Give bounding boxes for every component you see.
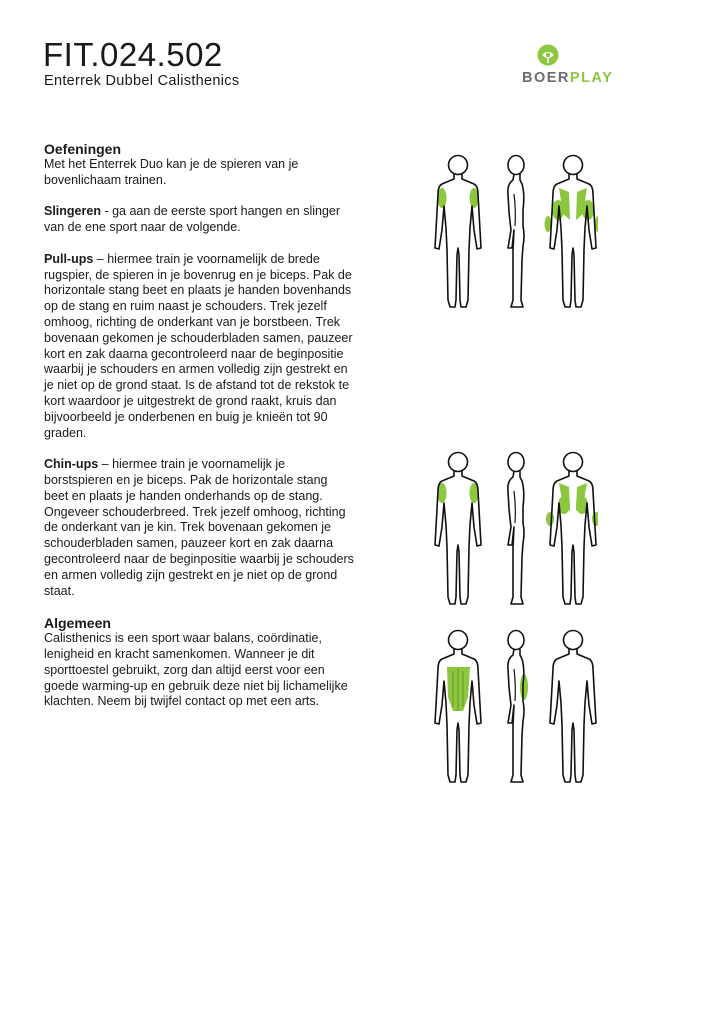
brand-part-play: PLAY xyxy=(569,70,614,86)
product-code: FIT.024.502 xyxy=(43,36,223,73)
algemeen-paragraph: Calisthenics is een sport waar balans, coördinatie, lenigheid en kracht samenkomen. Wanneer je dit sporttoestel gebruikt, zorg dan altijd eerst voor een goede warming-up en gebruik deze niet bij lichamelijke klachten. Neem bij twijfel contact op met een arts. xyxy=(44,631,348,709)
pullups-title: Pull-ups xyxy=(44,251,94,266)
side-body-figure xyxy=(508,631,528,783)
slingeren-text: - ga aan de eerste sport hangen en slinger van de ene sport naar de volgende. xyxy=(44,204,341,235)
slingeren-paragraph xyxy=(44,204,354,236)
chinups-text: – hiermee train je voornamelijk je borstspieren en je biceps. Pak de horizontale stang beet en plaats je handen onderhands op de stang. Ongeveer schouderbreed. Trek jezelf omhoog, richting de onderkant van je kin. Trek bovenaan gekomen je schouderbladen samen, pauzeer kort en zak daarna gecontroleerd naar de beginpositie waarbij je schouders en armen volledig zijn gestrekt en je niet op de grond staat. xyxy=(44,457,354,598)
side-body-figure xyxy=(508,156,524,308)
front-body-figure xyxy=(435,453,481,605)
boerplay-logo xyxy=(520,44,630,90)
brand-wordmark xyxy=(522,70,613,86)
exercise-text xyxy=(44,141,354,726)
pullups-text: – hiermee train je voornamelijk de brede rugspier, de spieren in je bovenrug en je biceps. Pak de horizontale stang beet en plaats je handen bovenhands op de stang en ruim naast je schouders. Trek jezelf omhoog, richting de onderkant van je borstbeen. Trek bovenaan gekomen je schouderbladen samen, pauzeer kort en zak daarna gecontroleerd naar de beginpositie waarbij je schouders en armen volledig zijn gestrekt en je niet op de grond staat. Is de afstand tot de rekstok te kort waardoor je uitgestrekt de grond raakt, kruis dan bijvoorbeeld je onderbenen en buig je knieën tot 90 graden. xyxy=(44,251,353,440)
chinups-paragraph xyxy=(44,457,354,599)
slingeren-title: Slingeren xyxy=(44,204,101,219)
front-body-figure xyxy=(435,631,481,783)
product-subtitle: Enterrek Dubbel Calisthenics xyxy=(44,73,240,89)
back-body-figure xyxy=(546,453,598,605)
eye-leaf-icon xyxy=(537,44,559,66)
chinups-muscle-figures xyxy=(418,447,598,609)
front-body-figure xyxy=(435,156,481,308)
algemeen-title: Algemeen xyxy=(44,615,111,632)
side-body-figure xyxy=(508,453,524,605)
brand-part-boer: BOER xyxy=(522,70,570,86)
pullups-muscle-figures xyxy=(418,150,598,312)
back-body-figure xyxy=(550,631,596,783)
section-heading: Oefeningen xyxy=(44,141,122,157)
intro-paragraph: Met het Enterrek Duo kan je de spieren van je bovenlichaam trainen. xyxy=(44,157,299,187)
forearm-left-highlight xyxy=(546,512,554,526)
chinups-title: Chin-ups xyxy=(44,457,99,472)
general-muscle-figures xyxy=(418,615,598,795)
abs-highlight xyxy=(447,667,470,711)
pullups-paragraph xyxy=(44,252,354,442)
back-body-figure xyxy=(545,156,599,308)
